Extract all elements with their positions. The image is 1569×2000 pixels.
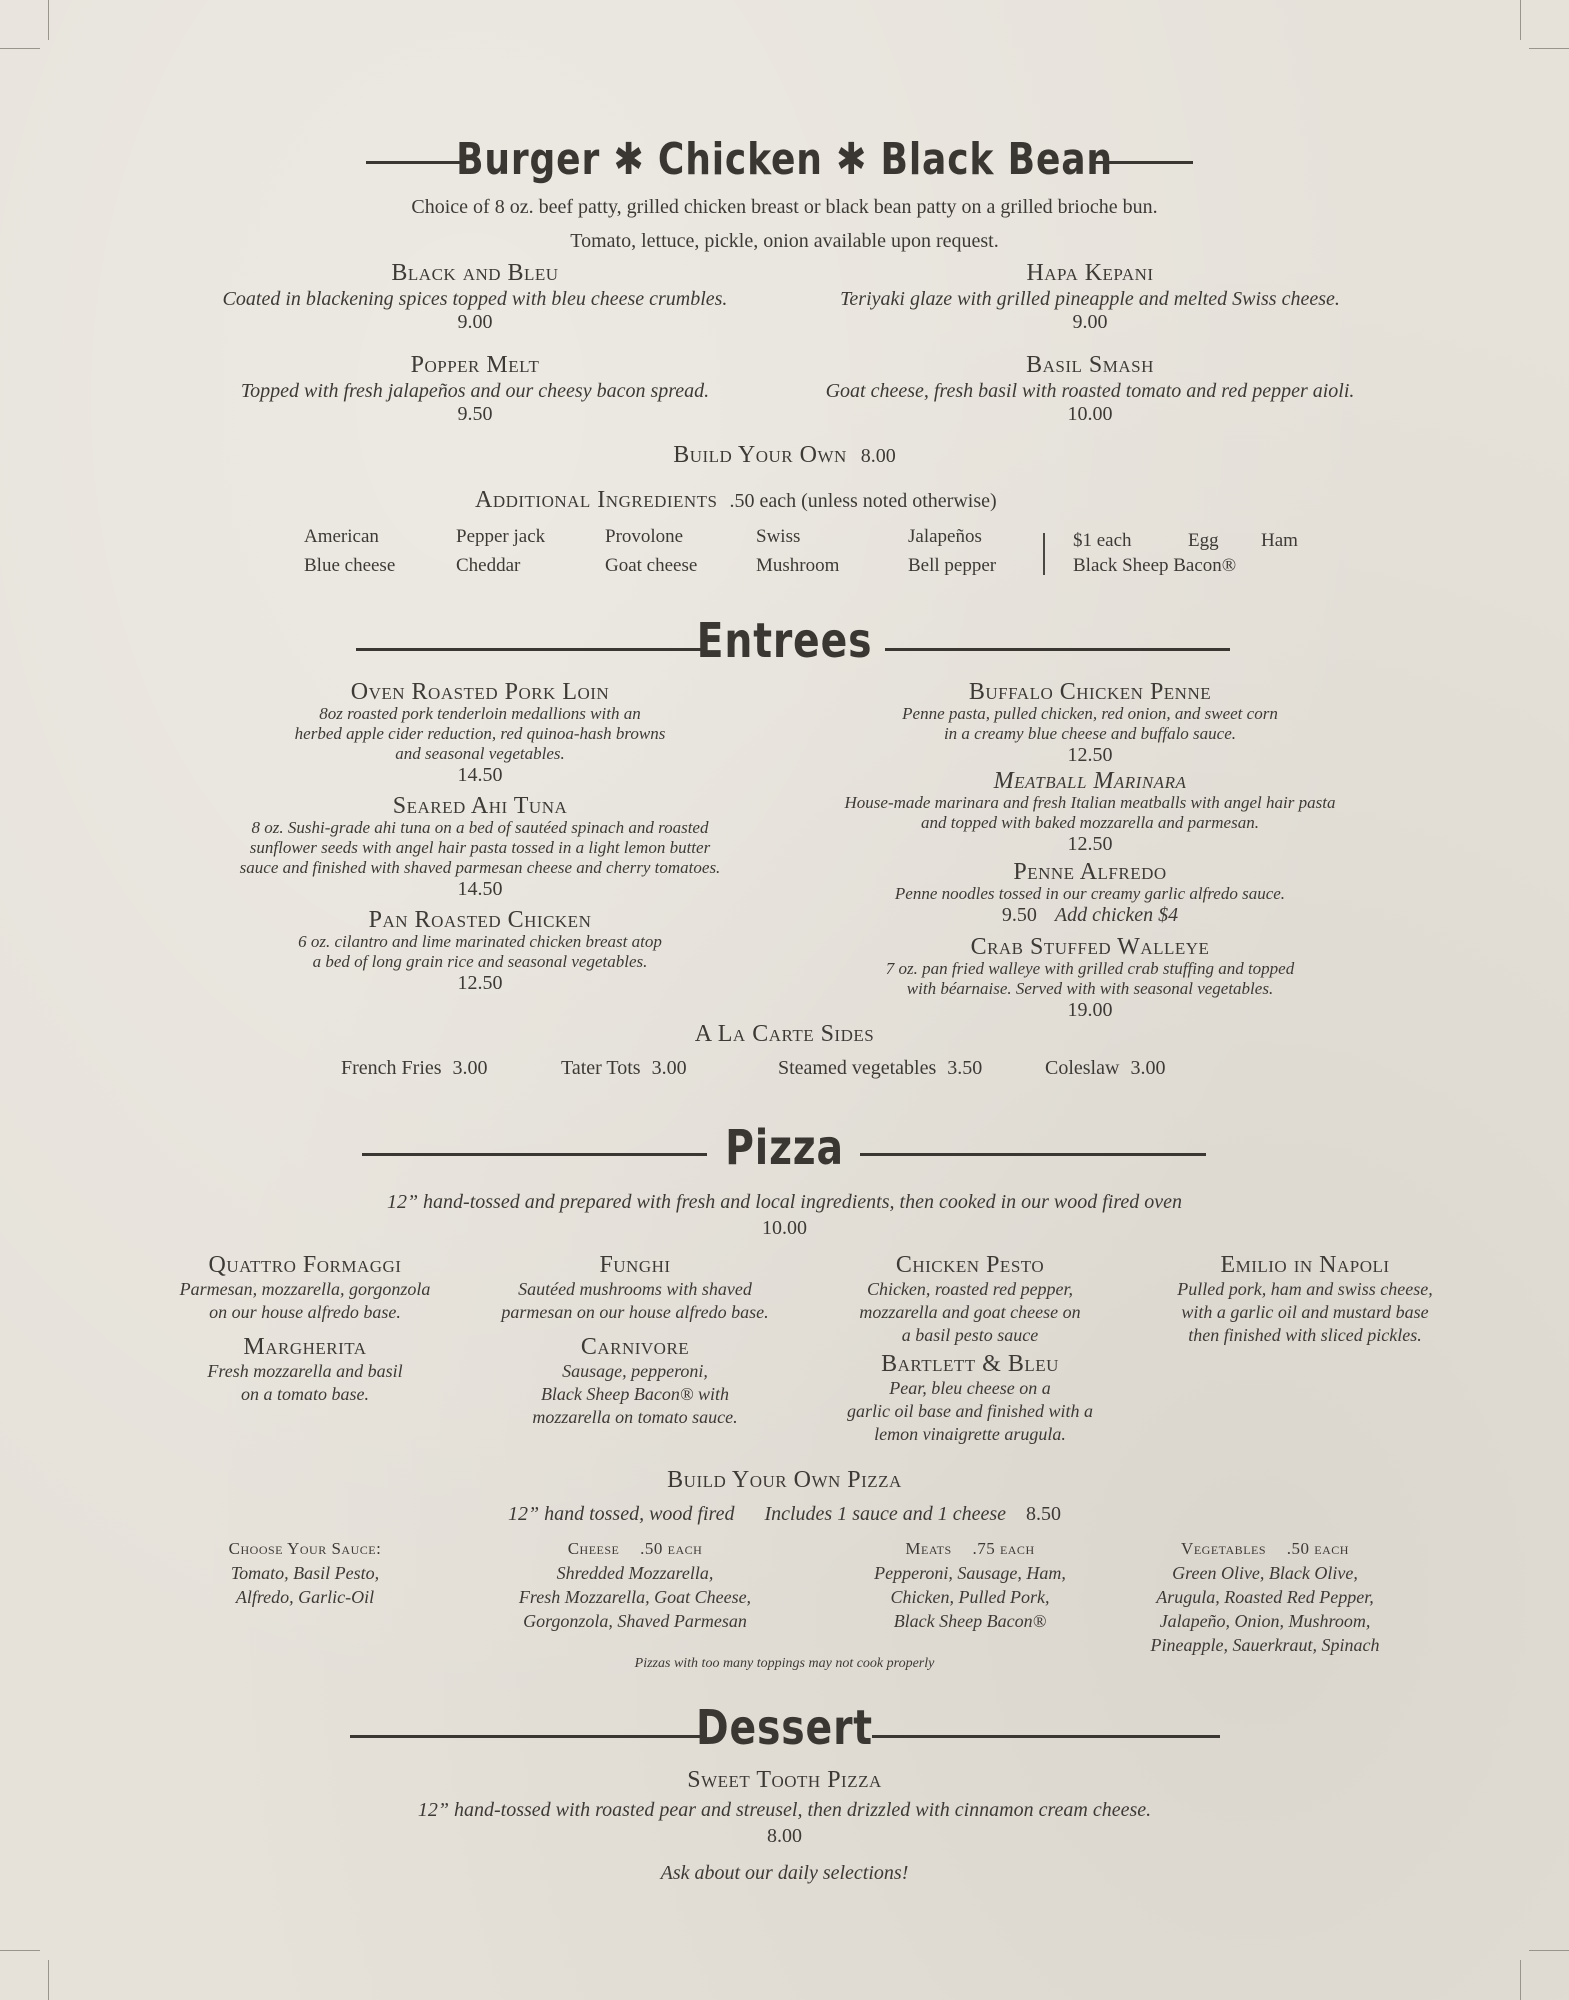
item-name: Margherita [243, 1334, 367, 1360]
additional-title: Additional Ingredients [475, 487, 718, 513]
crop-mark [0, 48, 40, 49]
item-price: 12.50 [457, 972, 503, 994]
menu-item [770, 860, 1410, 928]
ingredient: Goat cheese [605, 555, 698, 576]
dessert-note: Ask about our daily selections! [660, 1862, 909, 1884]
menu-item [770, 680, 1410, 766]
item-name: Funghi [599, 1252, 671, 1278]
build-pizza-line: Includes 1 sauce and 1 cheese [764, 1503, 1007, 1525]
option-items: Tomato, Basil Pesto, Alfredo, Garlic-Oil [230, 1563, 380, 1607]
build-pizza-price: 8.50 [1026, 1503, 1062, 1525]
pizza-option [1080, 1537, 1450, 1657]
ingredient: Bell pepper [908, 555, 997, 576]
option-label: Meats [905, 1539, 952, 1558]
item-name: Quattro Formaggi [208, 1252, 402, 1278]
item-desc: Fresh mozzarella and basil on a tomato base. [207, 1361, 403, 1404]
item-price: 9.50 [1001, 904, 1037, 926]
burger-intro: Choice of 8 oz. beef patty, grilled chicken breast or black bean patty on a grilled brioche bun. [411, 196, 1158, 218]
option-items: Green Olive, Black Olive, Arugula, Roasted Red Pepper, Jalapeño, Onion, Mushroom, Pineapple, Sauerkraut, Spinach [1150, 1563, 1380, 1655]
item-desc: Pear, bleu cheese on a garlic oil base and finished with a lemon vinaigrette arugula. [847, 1378, 1093, 1444]
side-name: French Fries [341, 1057, 442, 1079]
item-desc: Penne pasta, pulled chicken, red onion, and sweet corn in a creamy blue cheese and buffalo sauce. [902, 704, 1278, 743]
ingredient: Mushroom [756, 555, 840, 576]
option-label: Choose Your Sauce: [228, 1539, 382, 1558]
entrees-section-title: Entrees [696, 613, 873, 669]
menu-item [160, 352, 790, 426]
menu-item [160, 260, 790, 334]
pizza-option [150, 1537, 460, 1609]
pizza-item [150, 1252, 460, 1324]
pizza-price: 10.00 [762, 1217, 807, 1239]
item-name: Buffalo Chicken Penne [968, 679, 1212, 705]
dessert-price: 8.00 [767, 1825, 802, 1847]
item-desc: 8oz roasted pork tenderloin medallions with an herbed apple cider reduction, red quinoa-hash browns and seasonal vegetables. [294, 704, 666, 763]
option-items: Shredded Mozzarella, Fresh Mozzarella, Goat Cheese, Gorgonzola, Shaved Parmesan [518, 1563, 752, 1631]
ingredient: Black Sheep Bacon® [1073, 555, 1237, 576]
build-pizza-details [0, 1503, 1569, 1526]
pizza-item [810, 1252, 1130, 1347]
item-price: 10.00 [1067, 403, 1113, 425]
side-item [778, 1057, 982, 1080]
item-desc: Goat cheese, fresh basil with roasted tomato and red pepper aioli. [825, 380, 1355, 402]
build-pizza-line: 12” hand tossed, wood fired [507, 1503, 735, 1525]
item-name: Black and Bleu [391, 260, 559, 286]
item-price: 12.50 [1067, 833, 1113, 855]
pizza-item [1140, 1252, 1470, 1347]
side-price: 3.00 [452, 1057, 488, 1079]
burger-intro: Tomato, lettuce, pickle, onion available upon request. [570, 230, 999, 252]
item-desc: Teriyaki glaze with grilled pineapple and melted Swiss cheese. [840, 288, 1340, 310]
menu-item [770, 935, 1410, 1021]
ingredient: Jalapeños [908, 526, 982, 547]
ingredient: Ham [1261, 530, 1298, 551]
item-desc: Topped with fresh jalapeños and our cheesy bacon spread. [240, 380, 710, 402]
divider [1043, 533, 1045, 575]
item-name: Popper Melt [410, 352, 540, 378]
item-name: Oven Roasted Pork Loin [350, 679, 610, 705]
ingredient: Cheddar [456, 555, 521, 576]
ingredient: Swiss [756, 526, 801, 547]
item-price: 9.00 [457, 311, 493, 333]
ingredient: Provolone [605, 526, 684, 547]
item-desc: Sausage, pepperoni, Black Sheep Bacon® with mozzarella on tomato sauce. [532, 1361, 738, 1427]
option-label: Vegetables [1181, 1539, 1267, 1558]
side-price: 3.00 [1130, 1057, 1166, 1079]
item-name: Meatball Marinara [993, 768, 1187, 794]
item-name: Crab Stuffed Walleye [970, 934, 1210, 960]
side-price: 3.00 [651, 1057, 687, 1079]
item-desc: Chicken, roasted red pepper, mozzarella and goat cheese on a basil pesto sauce [859, 1279, 1081, 1345]
menu-item [770, 260, 1410, 334]
item-name: Emilio in Napoli [1220, 1252, 1390, 1278]
menu-item [770, 769, 1410, 855]
item-price: 9.50 [457, 403, 493, 425]
menu-item [180, 908, 780, 994]
additional-note: .50 each (unless noted otherwise) [729, 490, 997, 512]
build-own-label: Build Your Own [673, 442, 847, 468]
item-desc: Pulled pork, ham and swiss cheese, with a garlic oil and mustard base then finished with sliced pickles. [1177, 1279, 1433, 1345]
ingredient: American [304, 526, 379, 547]
pizza-item [475, 1334, 795, 1429]
side-price: 3.50 [947, 1057, 983, 1079]
build-pizza-title: Build Your Own Pizza [667, 1467, 902, 1493]
build-your-own [0, 442, 1569, 469]
item-price: 12.50 [1067, 744, 1113, 766]
additional-ingredients [475, 487, 997, 514]
dessert-section-title: Dessert [696, 1700, 873, 1756]
item-name: Penne Alfredo [1013, 859, 1167, 885]
item-desc: Penne noodles tossed in our creamy garlic alfredo sauce. [894, 884, 1286, 903]
build-own-price: 8.00 [860, 445, 896, 467]
item-desc: 8 oz. Sushi-grade ahi tuna on a bed of sautéed spinach and roasted sunflower seeds with angel hair pasta tossed in a light lemon butter sauce and finished with shaved parmesan cheese and cherry tomatoes. [239, 818, 721, 877]
item-name: Bartlett & Bleu [881, 1351, 1059, 1377]
option-price: .50 each [640, 1539, 703, 1558]
option-price: .50 each [1286, 1539, 1349, 1558]
dollar-each: $1 each [1073, 530, 1132, 551]
crop-mark [1529, 48, 1569, 49]
pizza-warning: Pizzas with too many toppings may not cook properly [634, 1656, 935, 1671]
dessert-name: Sweet Tooth Pizza [687, 1767, 882, 1793]
item-desc: 7 oz. pan fried walleye with grilled crab stuffing and topped with béarnaise. Served with with seasonal vegetables. [885, 959, 1295, 998]
side-item [1045, 1057, 1165, 1080]
option-label: Cheese [567, 1539, 620, 1558]
pizza-item [475, 1252, 795, 1324]
option-items: Pepperoni, Sausage, Ham, Chicken, Pulled Pork, Black Sheep Bacon® [874, 1563, 1066, 1631]
pizza-section-title: Pizza [725, 1120, 844, 1176]
ingredient: Pepper jack [456, 526, 546, 547]
item-desc: House-made marinara and fresh Italian meatballs with angel hair pasta and topped with baked mozzarella and parmesan. [844, 793, 1336, 832]
item-name: Carnivore [580, 1334, 690, 1360]
item-desc: Coated in blackening spices topped with bleu cheese crumbles. [222, 288, 728, 310]
item-name: Hapa Kepani [1026, 260, 1154, 286]
sides-title: A La Carte Sides [694, 1021, 875, 1047]
pizza-option [475, 1537, 795, 1633]
crop-mark [0, 1950, 40, 1951]
menu-item [180, 680, 780, 786]
pizza-item [810, 1351, 1130, 1446]
crop-mark [48, 0, 49, 40]
option-price: .75 each [972, 1539, 1035, 1558]
side-name: Tater Tots [561, 1057, 641, 1079]
pizza-intro: 12” hand-tossed and prepared with fresh and local ingredients, then cooked in our wood fired oven [386, 1191, 1183, 1213]
menu-item [770, 352, 1410, 426]
item-desc: Sautéed mushrooms with shaved parmesan on our house alfredo base. [501, 1279, 769, 1322]
crop-mark [1520, 0, 1521, 40]
crop-mark [48, 1960, 49, 2000]
crop-mark [1529, 1950, 1569, 1951]
item-name: Seared Ahi Tuna [392, 793, 568, 819]
item-price: 14.50 [457, 764, 503, 786]
dessert-desc: 12” hand-tossed with roasted pear and streusel, then drizzled with cinnamon cream cheese. [417, 1799, 1152, 1821]
side-name: Coleslaw [1045, 1057, 1120, 1079]
item-desc: Parmesan, mozzarella, gorgonzola on our house alfredo base. [179, 1279, 431, 1322]
side-name: Steamed vegetables [778, 1057, 937, 1079]
menu-item [180, 794, 780, 900]
item-price: 14.50 [457, 878, 503, 900]
item-extra: Add chicken $4 [1054, 904, 1179, 926]
pizza-item [150, 1334, 460, 1406]
side-item [341, 1057, 488, 1080]
item-name: Basil Smash [1026, 352, 1154, 378]
item-price: 19.00 [1067, 999, 1113, 1021]
burger-section-title: Burger ✱ Chicken ✱ Black Bean [456, 134, 1113, 185]
item-name: Pan Roasted Chicken [368, 907, 592, 933]
item-price: 9.00 [1072, 311, 1108, 333]
crop-mark [1520, 1960, 1521, 2000]
side-item [561, 1057, 687, 1080]
ingredient: Blue cheese [304, 555, 396, 576]
item-desc: 6 oz. cilantro and lime marinated chicken breast atop a bed of long grain rice and seasonal vegetables. [298, 932, 662, 971]
item-name: Chicken Pesto [895, 1252, 1045, 1278]
ingredient: Egg [1188, 530, 1219, 551]
